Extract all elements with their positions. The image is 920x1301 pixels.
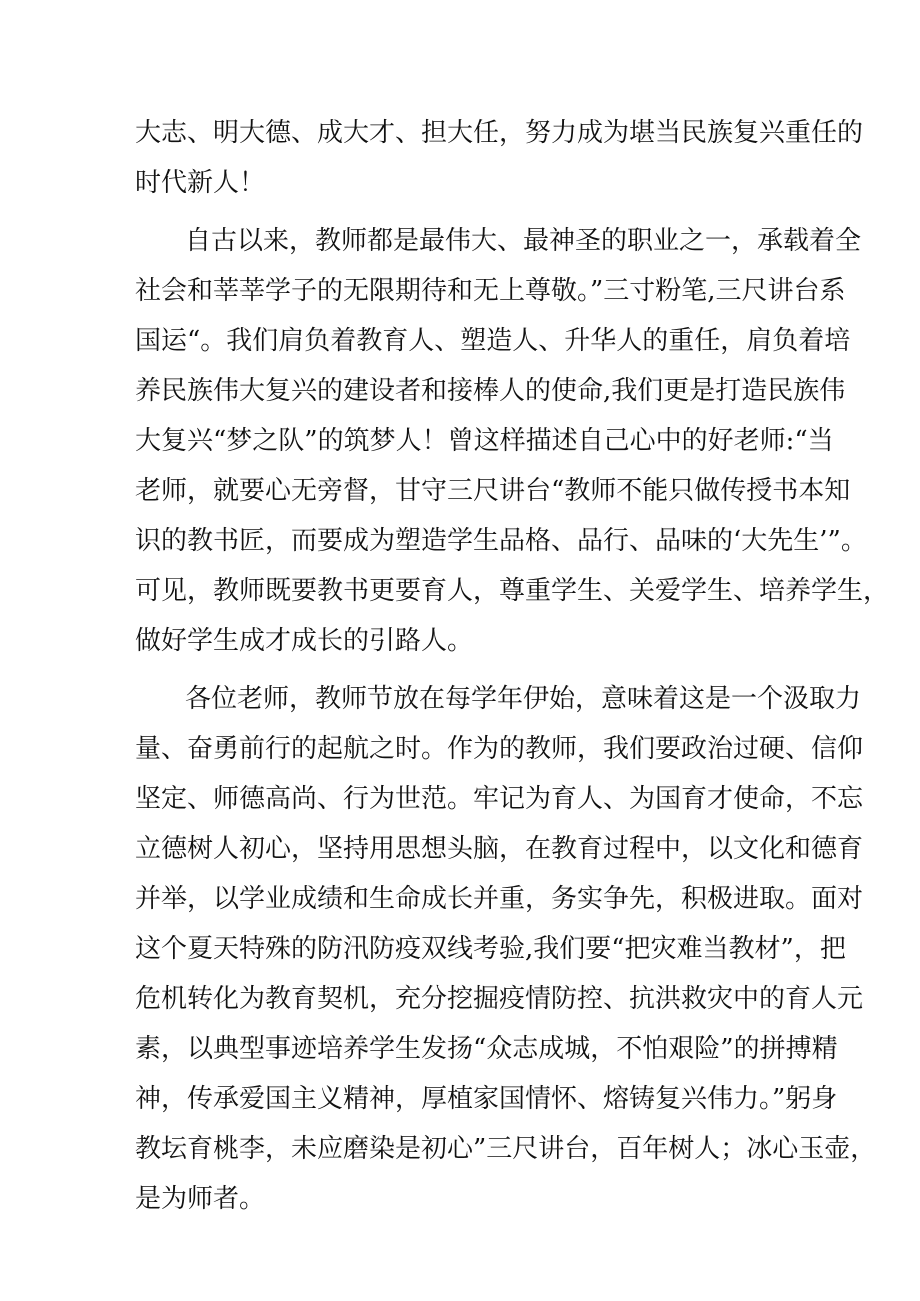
text-line: 做好学生成才成长的引路人。 [135,626,474,656]
text-line: 可见，教师既要教书更要育人，尊重学生、关爱学生、培养学生， [135,576,890,606]
text-line: 养民族伟大复兴的建设者和接棒人的使命,我们更是打造民族伟 [135,376,846,406]
text-line: 大复兴“梦之队”的筑梦人！曾这样描述自己心中的好老师:“当 [135,426,834,456]
text-line: 大志、明大德、成大才、担大任，努力成为堪当民族复兴重任的 [135,118,864,148]
text-line: 是为师者。 [135,1184,266,1214]
paragraph-3 [135,674,877,1224]
text-line: 立德树人初心，坚持用思想头脑，在教育过程中，以文化和德育 [135,834,864,864]
paragraph-2 [135,216,890,666]
paragraph-1 [135,108,864,208]
text-line: 神，传承爱国主义精神，厚植家国情怀、熔铸复兴伟力。”躬身 [135,1084,838,1114]
text-line: 自古以来，教师都是最伟大、最神圣的职业之一，承载着全 [185,226,862,256]
text-line: 老师，就要心无旁督，甘守三尺讲台“教师不能只做传授书本知 [135,476,851,506]
text-line: 社会和莘莘学子的无限期待和无上尊敬。”三寸粉笔,三尺讲台系 [135,276,846,306]
text-line: 坚定、师德高尚、行为世范。牢记为育人、为国育才使命，不忘 [135,784,864,814]
text-line: 危机转化为教育契机，充分挖掘疫情防控、抗洪救灾中的育人元 [135,984,864,1014]
text-line: 并举，以学业成绩和生命成长并重，务实争先，积极进取。面对 [135,884,864,914]
text-line: 识的教书匠，而要成为塑造学生品格、品行、品味的‘大先生’”。 [135,526,867,556]
document-body [135,108,890,1224]
text-line: 各位老师，教师节放在每学年伊始，意味着这是一个汲取力 [185,684,862,714]
text-line: 国运“。我们肩负着教育人、塑造人、升华人的重任，肩负着培 [135,326,851,356]
text-line: 教坛育桃李，未应磨染是初心”三尺讲台，百年树人；冰心玉壶， [135,1134,877,1164]
text-line: 素，以典型事迹培养学生发扬“众志成城，不怕艰险”的拼搏精 [135,1034,838,1064]
text-line: 量、奋勇前行的起航之时。作为的教师，我们要政治过硬、信仰 [135,734,864,764]
text-line: 这个夏天特殊的防汛防疫双线考验,我们要“把灾难当教材”，把 [135,934,846,964]
text-line: 时代新人！ [135,168,266,198]
